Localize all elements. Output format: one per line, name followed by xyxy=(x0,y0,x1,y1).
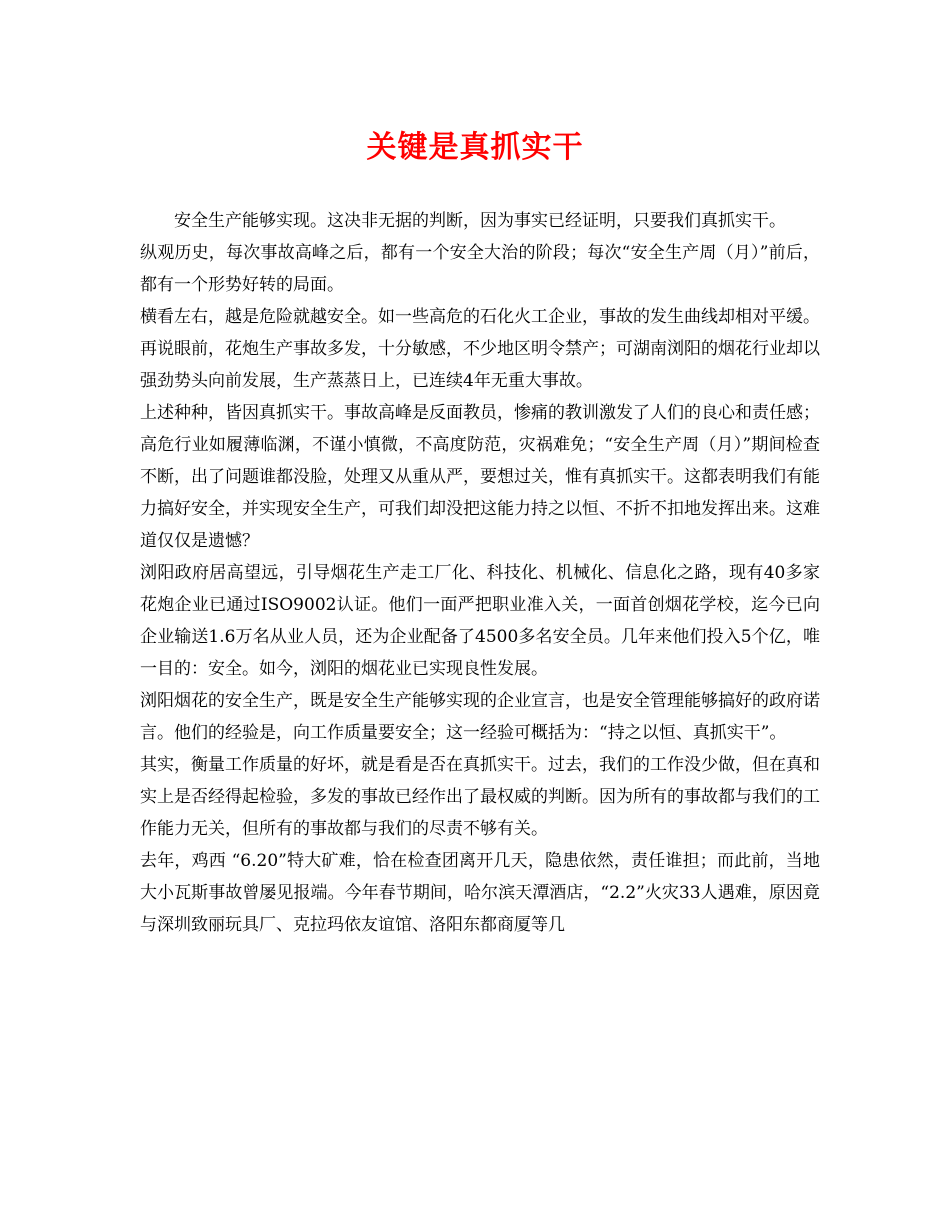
paragraph: 横看左右，越是危险就越安全。如一些高危的石化火工企业，事故的发生曲线却相对平缓。再说眼前，花炮生产事故多发，十分敏感，不少地区明令禁产；可湖南浏阳的烟花行业却以强劲势头向前发展，生产蒸蒸日上，已连续4年无重大事故。 xyxy=(140,307,820,391)
paragraph: 安全生产能够实现。这决非无据的判断，因为事实已经证明，只要我们真抓实干。 xyxy=(174,211,786,231)
paragraph: 纵观历史，每次事故高峰之后，都有一个安全大治的阶段；每次“安全生产周（月）”前后，都有一个形势好转的局面。 xyxy=(140,243,820,295)
paragraph: 上述种种，皆因真抓实干。事故高峰是反面教员，惨痛的教训激发了人们的良心和责任感；高危行业如履薄临渊，不谨小慎微，不高度防范，灾祸难免；“安全生产周（月）”期间检查不断，出了问题谁都没脸，处理又从重从严，要想过关，惟有真抓实干。这都表明我们有能力搞好安全，并实现安全生产，可我们却没把这能力持之以恒、不折不扣地发挥出来。这难道仅仅是遗憾？ xyxy=(140,403,820,551)
paragraph: 去年，鸡西 “6.20”特大矿难，恰在检查团离开几天，隐患依然，责任谁担；而此前，当地大小瓦斯事故曾屡见报端。今年春节期间，哈尔滨天潭酒店，“2.2”火灾33人遇难，原因竟与深圳致丽玩具厂、克拉玛依友谊馆、洛阳东都商厦等几 xyxy=(140,851,820,935)
paragraph: 其实，衡量工作质量的好坏，就是看是否在真抓实干。过去，我们的工作没少做，但在真和实上是否经得起检验，多发的事故已经作出了最权威的判断。因为所有的事故都与我们的工作能力无关，但所有的事故都与我们的尽责不够有关。 xyxy=(140,755,820,839)
document-body xyxy=(140,205,820,941)
paragraph: 浏阳政府居高望远，引导烟花生产走工厂化、科技化、机械化、信息化之路，现有40多家花炮企业已通过ISO9002认证。他们一面严把职业准入关，一面首创烟花学校，迄今已向企业输送1.6万名从业人员，还为企业配备了4500多名安全员。几年来他们投入5个亿，唯一目的：安全。如今，浏阳的烟花业已实现良性发展。 xyxy=(140,563,820,679)
document-title: 关键是真抓实干 xyxy=(366,130,584,165)
paragraph: 浏阳烟花的安全生产，既是安全生产能够实现的企业宣言，也是安全管理能够搞好的政府诺言。他们的经验是，向工作质量要安全；这一经验可概括为：“持之以恒、真抓实干”。 xyxy=(140,691,820,743)
